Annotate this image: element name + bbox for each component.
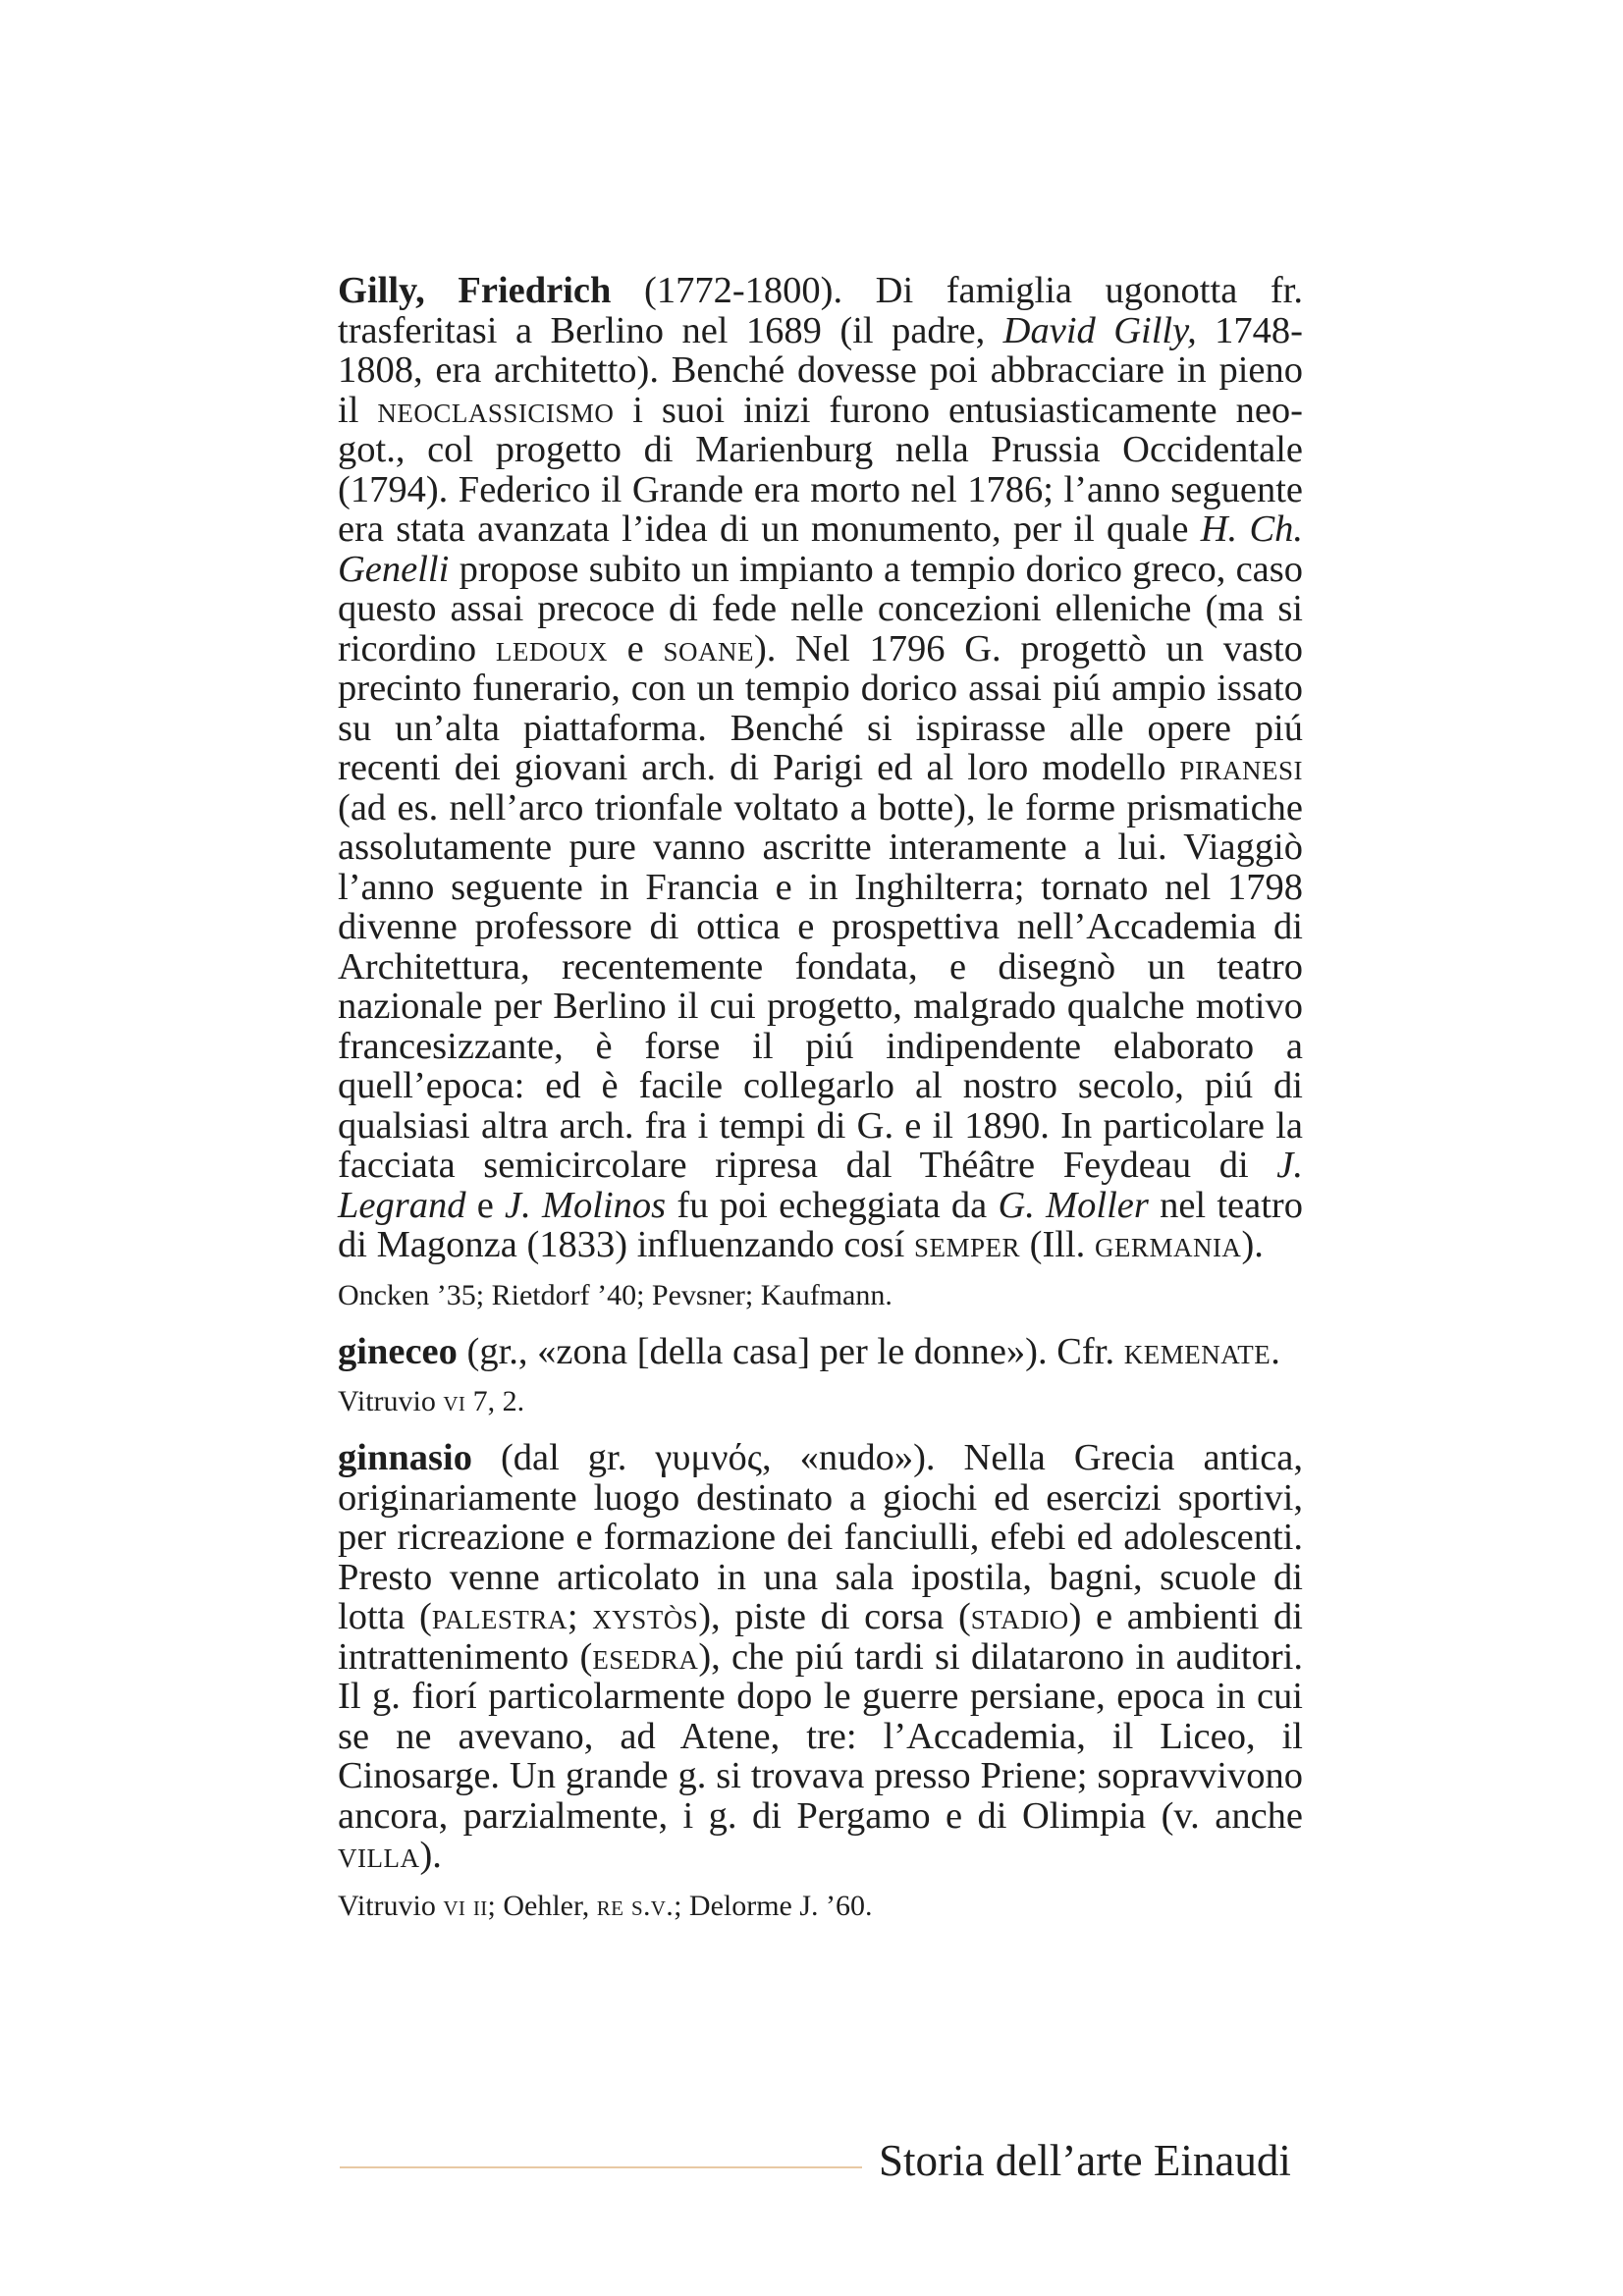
person-name: J. Molinos: [505, 1184, 667, 1226]
entry-gilly: Gilly, Friedrich (1772-1800). Di famiglia ugonotta fr. trasferitasi a Berlino nel 1689 (il padre, David Gilly, 1748-1808, era architetto). Benché dovesse poi abbracciare in pieno il neoclassicismo i suoi inizi furono entusiasticamente neo-got., col progetto di Marienburg nella Prussia Occidentale (1794). Federico il Grande era morto nel 1786; l’anno seguente era stata avanzata l’idea di un monumento, per il quale H. Ch. Genelli propose subito un impianto a tempio dorico greco, caso questo assai precoce di fede nelle concezioni elleniche (ma si ricordino ledoux e soane). Nel 1796 G. progettò un vasto precinto funerario, con un tempio dorico assai piú ampio issato su un’alta piattaforma. Benché si ispirasse alle opere piú recenti dei giovani arch. di Parigi ed al loro modello piranesi (ad es. nell’arco trionfale voltato a botte), le forme prismatiche assolutamente pure vanno ascritte interamente a lui. Viaggiò l’anno seguente in Francia e in Inghilterra; tornato nel 1798 divenne professore di ottica e prospettiva nell’Accademia di Architettura, recentemente fondata, e disegnò un teatro nazionale per Berlino il cui progetto, malgrado qualche motivo francesizzante, è forse il piú indipendente elaborato a quell’epoca: ed è facile collegarlo al nostro secolo, piú di qualsiasi altra arch. fra i tempi di G. e il 1890. In particolare la facciata semicircolare ripresa dal Théâtre Feydeau di J. Legrand e J. Molinos fu poi echeggiata da G. Moller nel teatro di Magonza (1833) influenzando cosí semper (Ill. germania).: [338, 270, 1304, 1265]
footer-divider: [340, 2166, 862, 2168]
bibliography: Oncken ’35; Rietdorf ’40; Pevsner; Kaufmann.: [338, 1278, 893, 1311]
entry-ginnasio: ginnasio (dal gr. γυμνός, «nudo»). Nella Grecia antica, originariamente luogo destinato a giochi ed esercizi sportivi, per ricreazione e formazione dei fanciulli, efebi ed adolescenti. Presto venne articolato in una sala ipostila, bagni, scuole di lotta (palestra; xystòs), piste di corsa (stadio) e ambienti di intrattenimento (esedra), che piú tardi si dilatarono in auditori. Il g. fiorí particolarmente dopo le guerre persiane, epoca in cui se ne avevano, ad Atene, tre: l’Accademia, il Liceo, il Cinosarge. Un grande g. si trovava presso Priene; sopravvivono ancora, parzialmente, i g. di Pergamo e di Olimpia (v. anche villa).: [338, 1437, 1303, 1876]
bibliography: Vitruvio vi 7, 2.: [338, 1385, 525, 1417]
headword: gineceo: [338, 1330, 458, 1372]
headword: ginnasio: [338, 1437, 472, 1478]
person-name: H. Ch. Genelli: [338, 508, 1303, 590]
cross-reference: piranesi: [1179, 747, 1303, 788]
cross-reference: stadio: [970, 1596, 1069, 1637]
cross-reference: palestra: [431, 1596, 568, 1637]
publication-title: Storia dell’arte Einaudi: [879, 2136, 1291, 2185]
cross-reference: xystòs: [592, 1596, 699, 1637]
cross-reference: ledoux: [495, 627, 608, 669]
person-name: G. Moller: [998, 1184, 1149, 1226]
text-column: [338, 271, 1303, 1943]
person-name: J. Legrand: [338, 1145, 1303, 1226]
cross-reference: villa: [338, 1835, 420, 1876]
headword: Gilly, Friedrich: [338, 270, 612, 311]
person-name: David Gilly,: [1002, 309, 1197, 351]
bibliography: Vitruvio vi ii; Oehler, re s.v.; Delorme J. ’60.: [338, 1889, 873, 1922]
cross-reference: semper: [913, 1224, 1021, 1265]
cross-reference: soane: [663, 627, 754, 669]
cross-reference: esedra: [592, 1635, 699, 1678]
cross-reference: neoclassicismo: [377, 389, 615, 431]
cross-reference: germania: [1094, 1224, 1242, 1265]
cross-reference: kemenate: [1123, 1330, 1271, 1372]
entry-gineceo: gineceo (gr., «zona [della casa] per le donne»). Cfr. kemenate.: [338, 1330, 1280, 1372]
